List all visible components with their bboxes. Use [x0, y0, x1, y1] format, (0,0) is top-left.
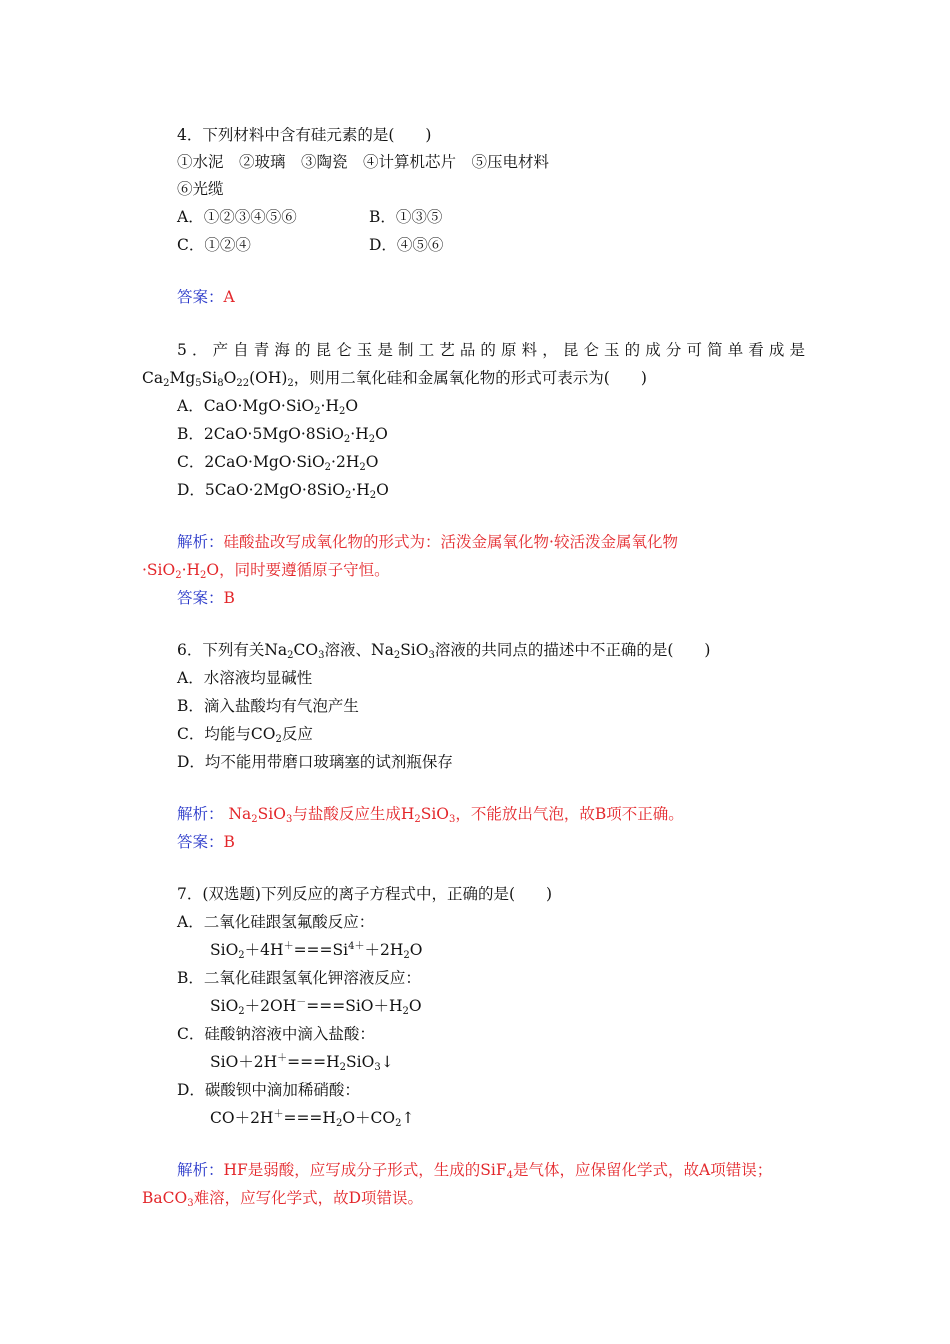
q7-option-a: A．二氧化硅跟氢氟酸反应： [177, 913, 375, 931]
sub: 2 [395, 1118, 402, 1129]
sub: 8 [217, 378, 224, 389]
q4-items-line2: ⑥光缆 [177, 180, 224, 198]
sub: 2 [275, 734, 282, 745]
span: ·H [351, 481, 370, 499]
span: ===Si [293, 941, 349, 959]
span: O [345, 397, 359, 415]
q6-option-d: D．均不能用带磨口玻璃塞的试剂瓶保存 [177, 753, 453, 771]
sub: 2 [238, 950, 245, 961]
span: ·H [320, 397, 339, 415]
sub: 2 [324, 462, 332, 473]
q7-stem: 7．(双选题)下列反应的离子方程式中，正确的是( ) [177, 885, 553, 903]
q6-option-b: B．滴入盐酸均有气泡产生 [177, 697, 359, 715]
span: ↓ [380, 1053, 394, 1071]
q5-option-a [177, 396, 358, 416]
span: C．2CaO·MgO·SiO [177, 453, 325, 471]
sub: 2 [238, 1006, 245, 1017]
span: ↑ [401, 1109, 415, 1127]
sub: 2 [338, 406, 346, 417]
sub: 2 [369, 490, 377, 501]
span: SiO [210, 941, 239, 959]
span: CO [293, 641, 319, 659]
span: D．5CaO·2MgO·8SiO [177, 481, 345, 499]
sub: 2 [368, 434, 376, 445]
span: SiO [346, 1053, 375, 1071]
sub: 22 [236, 378, 250, 389]
span: ＋4H [244, 941, 284, 959]
sub: 2 [314, 406, 321, 417]
sub: 2 [163, 378, 170, 389]
sub: 3 [449, 814, 456, 825]
span: O＋CO [342, 1109, 396, 1127]
span: ·H [181, 561, 201, 579]
span: ＋2H [364, 941, 404, 959]
span: 是气体，应保留化学式，故A项错误； [513, 1161, 773, 1179]
q6-answer-value: B [223, 833, 235, 851]
q5-answer-label: 答案： [177, 589, 224, 607]
q5-formula-oh: (OH) [249, 369, 288, 387]
sub: 2 [287, 378, 294, 389]
span: BaCO [142, 1189, 188, 1207]
q7-option-b: B．二氧化硅跟氢氧化钾溶液反应： [177, 969, 421, 987]
sub: 2 [414, 814, 421, 825]
q4-answer-value: A [223, 288, 235, 306]
q5-formula-mg: Mg [169, 369, 196, 387]
span: SiO [210, 997, 239, 1015]
span: A．CaO·MgO·SiO [177, 397, 315, 415]
span: 与盐酸反应生成H [292, 805, 415, 823]
q5-analysis-line2 [142, 560, 390, 580]
sub: 2 [393, 650, 401, 661]
sup: ＋ [273, 1109, 284, 1120]
q6-answer-label: 答案： [177, 833, 224, 851]
q5-option-b [177, 424, 388, 444]
span: ===H [283, 1109, 336, 1127]
sub: 2 [359, 462, 366, 473]
span: CO＋2H [210, 1109, 274, 1127]
q5-stem-tail: ，则用二氧化硅和金属氧化物的形式可表示为( ) [293, 369, 647, 387]
sub: 3 [428, 650, 435, 661]
sub: 3 [285, 814, 293, 825]
q5-stem-line1: 5．产自青海的昆仑玉是制工艺品的原料，昆仑玉的成分可简单看成是 [177, 341, 805, 359]
span: 难溶，应写化学式，故D项错误。 [193, 1189, 424, 1207]
sub: 2 [287, 650, 294, 661]
span: ·H [350, 425, 369, 443]
span: ·2H [331, 453, 360, 471]
sub: 3 [318, 650, 325, 661]
span: 溶液的共同点的描述中不正确的是( ) [434, 641, 711, 659]
q5-option-d [177, 480, 389, 500]
sup: 4＋ [348, 941, 365, 952]
q6-analysis-text [224, 805, 684, 823]
span: 溶液、Na [324, 641, 394, 659]
q4-items-line1: ①水泥 ②玻璃 ③陶瓷 ④计算机芯片 ⑤压电材料 [177, 153, 550, 171]
sub: 2 [200, 570, 207, 581]
q5-stem-line2 [142, 368, 647, 388]
q5-analysis-label: 解析： [177, 533, 224, 551]
span: O [408, 997, 422, 1015]
sub: 2 [344, 490, 352, 501]
q6-answer [177, 832, 235, 852]
span: ===SiO＋H [306, 997, 403, 1015]
sub: 5 [195, 378, 202, 389]
q7-equation-b [210, 996, 422, 1016]
span: ＋2OH [244, 997, 297, 1015]
q5-answer-value: B [223, 589, 235, 607]
span: ，不能放出气泡，故B项不正确。 [455, 805, 684, 823]
sub: 2 [175, 570, 182, 581]
span: 反应 [281, 725, 313, 743]
span: B．2CaO·5MgO·8SiO [177, 425, 344, 443]
q6-stem [177, 640, 710, 660]
span: HF是弱酸，应写成分子形式，生成的SiF [223, 1161, 507, 1179]
q4-answer [177, 287, 235, 307]
sup: － [296, 997, 307, 1008]
q6-analysis-label: 解析： [177, 805, 224, 823]
span: O [376, 481, 389, 499]
q7-analysis-text [224, 1161, 773, 1179]
span: O [365, 453, 379, 471]
span: 6．下列有关Na [177, 641, 288, 659]
q4-option-a: A．①②③④⑤⑥ [177, 208, 297, 226]
sup: ＋ [277, 1053, 288, 1064]
q7-analysis-line1 [177, 1160, 772, 1180]
sub: 2 [251, 814, 258, 825]
sup: ＋ [283, 941, 294, 952]
q6-option-c [177, 724, 313, 744]
q4-stem: 4．下列材料中含有硅元素的是( ) [177, 126, 432, 144]
span: C．均能与CO [177, 725, 276, 743]
span: O [409, 941, 423, 959]
q4-option-b: B．①③⑤ [369, 208, 443, 226]
q7-equation-a [210, 940, 422, 960]
span: O [375, 425, 388, 443]
sub: 2 [335, 1118, 343, 1129]
span: SiO [257, 805, 286, 823]
span: SiO [420, 805, 450, 823]
q6-analysis [177, 804, 684, 824]
span: SiO＋2H [210, 1053, 278, 1071]
q7-equation-d [210, 1108, 414, 1128]
sub: 2 [403, 950, 410, 961]
q4-answer-label: 答案： [177, 288, 224, 306]
q7-option-c: C．硅酸钠溶液中滴入盐酸： [177, 1025, 375, 1043]
q7-option-d: D．碳酸钡中滴加稀硝酸： [177, 1081, 360, 1099]
span: ===H [287, 1053, 340, 1071]
sub: 3 [374, 1062, 381, 1073]
sub: 2 [339, 1062, 347, 1073]
q5-analysis-line1 [177, 532, 678, 552]
sub: 4 [506, 1170, 513, 1181]
span: Na [228, 805, 252, 823]
q5-option-c [177, 452, 378, 472]
span: SiO [400, 641, 429, 659]
sub: 2 [343, 434, 351, 445]
q7-analysis-line2 [142, 1188, 423, 1208]
q5-formula-o: O [223, 369, 237, 387]
q4-option-c: C．①②④ [177, 236, 251, 254]
q5-analysis-text: 硅酸盐改写成氧化物的形式为：活泼金属氧化物·较活泼金属氧化物 [223, 533, 678, 551]
span: ·SiO [142, 561, 176, 579]
q5-formula-ca: Ca [142, 369, 164, 387]
q5-answer [177, 588, 235, 608]
q5-formula-si: Si [201, 369, 218, 387]
sub: 2 [402, 1006, 409, 1017]
q7-analysis-label: 解析： [177, 1161, 224, 1179]
q6-option-a: A．水溶液均显碱性 [177, 669, 313, 687]
q4-option-d: D．④⑤⑥ [369, 236, 444, 254]
span: O，同时要遵循原子守恒。 [206, 561, 390, 579]
q7-equation-c [210, 1052, 394, 1072]
sub: 3 [187, 1198, 194, 1209]
